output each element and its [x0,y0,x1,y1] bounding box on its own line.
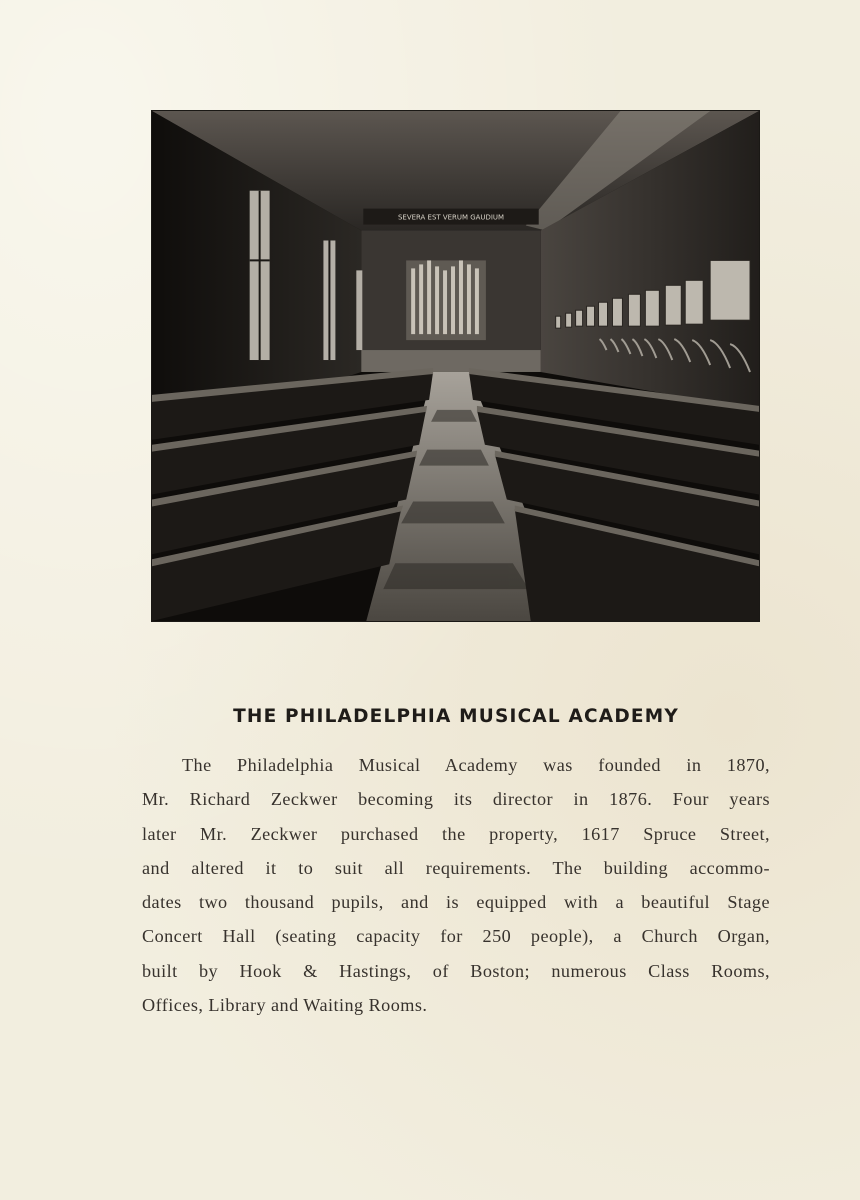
body-line: Offices, Library and Waiting Rooms. [142,995,428,1016]
article-body [142,748,770,1022]
body-line: later Mr. Zeckwer purchased the property, 1617 Spruce Street, [142,823,770,844]
concert-hall-illustration [152,111,759,621]
concert-hall-photograph [151,110,760,622]
inscription: SEVERA EST VERUM GAUDIUM [398,213,505,222]
body-line: Mr. Richard Zeckwer becoming its director in 1876. Four years [142,789,770,810]
body-line: The Philadelphia Musical Academy was founded in 1870, [182,755,770,775]
body-line: dates two thousand pupils, and is equipped with a beautiful Stage [142,892,770,913]
article-title: THE PHILADELPHIA MUSICAL ACADEMY [233,706,679,727]
body-line: Concert Hall (seating capacity for 250 people), a Church Organ, [142,926,770,947]
body-line: built by Hook & Hastings, of Boston; numerous Class Rooms, [142,960,770,981]
body-line: and altered it to suit all requirements. The building accommo- [142,857,770,878]
